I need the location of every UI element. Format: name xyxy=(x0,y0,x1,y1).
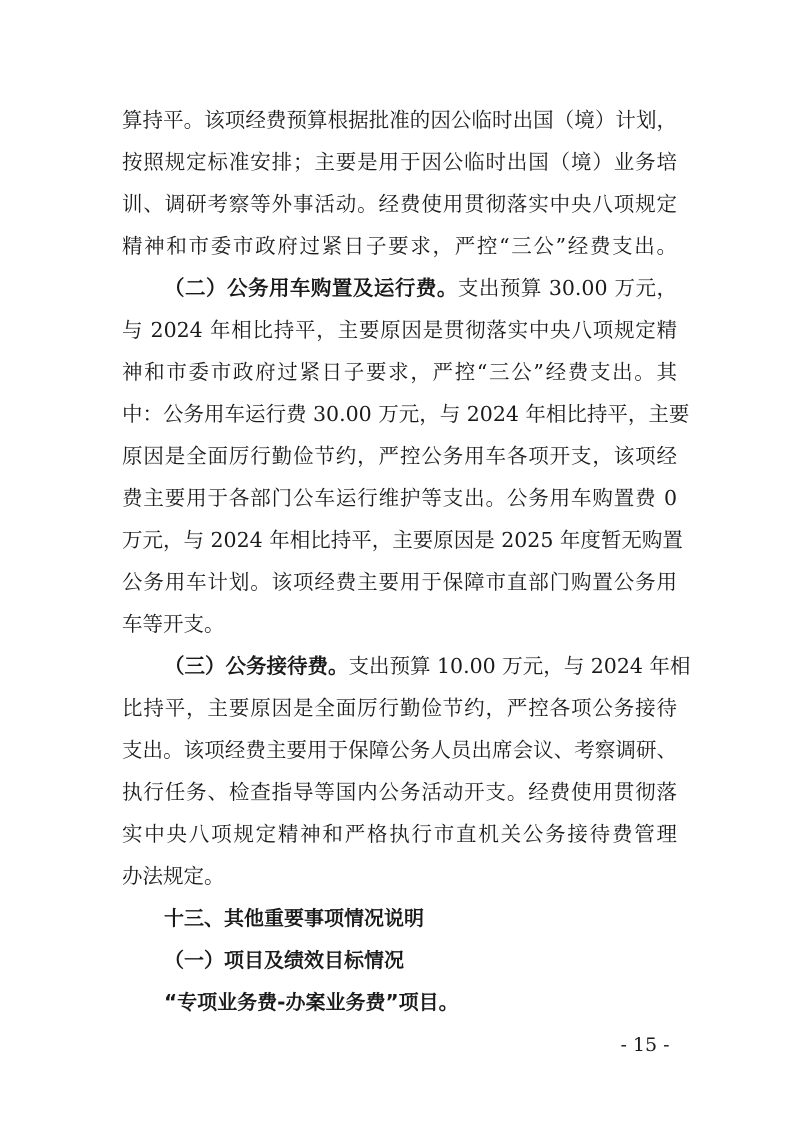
line-text: 算持平。该项经费预算根据批准的因公临时出国（境）计划， xyxy=(122,108,677,132)
paragraph-line xyxy=(122,523,683,557)
line-text: 支出预算 10.00 万元，与 2024 年相 xyxy=(348,654,691,678)
line-text: 原因是全面厉行勤俭节约，严控公务用车各项开支，该项经 xyxy=(122,444,677,468)
paragraph-line xyxy=(122,313,677,347)
paragraph-line xyxy=(122,817,677,851)
line-text: 中：公务用车运行费 30.00 万元，与 2024 年相比持平，主要 xyxy=(122,402,690,426)
paragraph-line xyxy=(122,565,677,599)
paragraph-line xyxy=(122,439,677,473)
subsection-heading-text: （一）项目及绩效目标情况 xyxy=(164,948,404,972)
line-text: 支出。该项经费主要用于保障公务人员出席会议、考察调研、 xyxy=(122,738,677,762)
line-text: 神和市委市政府过紧日子要求，严控“三公”经费支出。其 xyxy=(122,360,677,384)
line-text: 与 2024 年相比持平，主要原因是贯彻落实中央八项规定精 xyxy=(122,318,677,342)
paragraph-line xyxy=(122,187,677,221)
paragraph-line xyxy=(122,103,677,137)
paragraph-line xyxy=(122,691,677,725)
section-heading-line xyxy=(164,271,677,305)
paragraph-line xyxy=(122,397,690,431)
line-text: 训、调研考察等外事活动。经费使用贯彻落实中央八项规定 xyxy=(122,192,677,216)
line-text: 公务用车计划。该项经费主要用于保障市直部门购置公务用 xyxy=(122,570,677,594)
section-heading-line xyxy=(164,649,691,683)
project-heading-text: “专项业务费-办案业务费”项目。 xyxy=(164,990,459,1014)
line-text: 比持平，主要原因是全面厉行勤俭节约，严控各项公务接待 xyxy=(122,696,677,720)
page-number: - 15 - xyxy=(620,1034,670,1056)
paragraph-line xyxy=(122,481,677,515)
line-text: 支出预算 30.00 万元， xyxy=(457,276,677,300)
section-heading-vehicle: （二）公务用车购置及运行费。 xyxy=(164,276,458,300)
paragraph-line xyxy=(122,607,677,641)
line-text: 实中央八项规定精神和严格执行市直机关公务接待费管理 xyxy=(122,822,677,846)
section-heading-reception: （三）公务接待费。 xyxy=(164,654,349,678)
line-text: 办法规定。 xyxy=(122,864,225,888)
paragraph-line xyxy=(122,775,677,809)
project-heading xyxy=(164,985,677,1019)
paragraph-line xyxy=(122,229,677,263)
chapter-heading-text: 十三、其他重要事项情况说明 xyxy=(164,906,424,930)
line-text: 车等开支。 xyxy=(122,612,225,636)
paragraph-line xyxy=(122,859,677,893)
line-text: 万元，与 2024 年相比持平，主要原因是 2025 年度暂无购置 xyxy=(122,528,683,552)
chapter-heading xyxy=(164,901,677,935)
subsection-heading xyxy=(164,943,677,977)
paragraph-line xyxy=(122,145,677,179)
line-text: 按照规定标准安排；主要是用于因公临时出国（境）业务培 xyxy=(122,150,677,174)
line-text: 费主要用于各部门公车运行维护等支出。公务用车购置费 0 xyxy=(122,486,677,510)
line-text: 精神和市委市政府过紧日子要求，严控“三公”经费支出。 xyxy=(122,234,677,258)
paragraph-line xyxy=(122,733,677,767)
line-text: 执行任务、检查指导等国内公务活动开支。经费使用贯彻落 xyxy=(122,780,677,804)
paragraph-line xyxy=(122,355,677,389)
